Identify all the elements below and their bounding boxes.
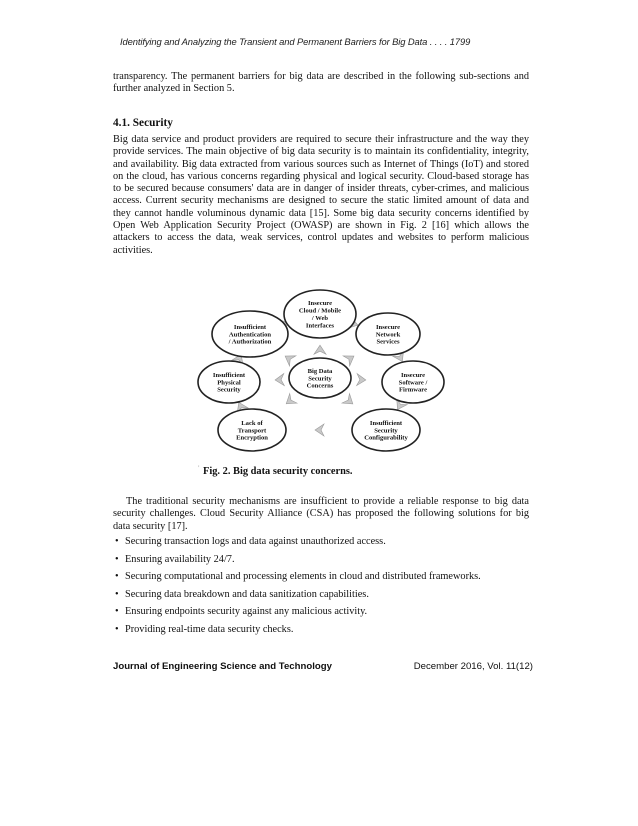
paragraph-security: Big data service and product providers are required to secure their infrastructure and the way they provide services. The main objective of big data security is to maintain its confidentiality, integrity, and availability. Big data extracted from various sources such as Internet of Things (IoT) and stored on the cloud, has various concerns regarding physical and logical security. Cloud-based storage has to be secured because consumers' data are in danger of insider threats, cyber-crimes, and malicious access. Current security mechanisms are designed to secure the static limited amount of data and they cannot handle voluminous dynamic data [15]. Some big data security concerns identified by Open Web Application Security Project (OWASP) are shown in Fig. 2 [16] which allows the attackers to access the data, weak services, control updates and websites to perform malicious activities. (113, 134, 529, 256)
concern-node-label: Configurability (364, 434, 408, 442)
concern-node-label: Security (217, 386, 241, 394)
outward-arrow-icon (275, 374, 285, 386)
center-node-label: Concerns (306, 382, 334, 390)
concern-node-label: Security (374, 427, 398, 435)
paragraph-intro: transparency. The permanent barriers for big data are described in the following sub-sections and further analyzed in Section 5. (113, 71, 529, 95)
concern-node-label: / Authorization (228, 338, 272, 346)
solution-item (113, 606, 529, 618)
bullet-icon: • (115, 571, 119, 583)
solution-item (113, 624, 529, 636)
concern-node-label: Transport (237, 427, 267, 435)
concern-node-label: Insecure (307, 300, 333, 308)
center-node-label: Big Data (307, 367, 333, 375)
paragraph-csa: The traditional security mechanisms are insufficient to provide a reliable response to big data security challenges. Cloud Security Alliance (CSA) has proposed the following solutions for big data security [17]. (113, 496, 529, 532)
solution-item (113, 536, 529, 548)
section-heading: 4.1. Security (113, 117, 173, 129)
concern-node-label: Software / (398, 379, 428, 387)
solution-item (113, 589, 529, 601)
center-node-label: Security (308, 375, 332, 383)
security-concerns-diagram (170, 288, 470, 466)
concern-node (352, 409, 420, 451)
solution-item (113, 571, 529, 583)
concern-node-label: / Web (311, 315, 329, 322)
footer-journal: Journal of Engineering Science and Technology (113, 661, 332, 672)
concern-node-label: Authentication (228, 331, 272, 339)
concern-node (382, 361, 444, 403)
outward-arrow-icon (283, 394, 297, 409)
solution-text: Providing real-time data security checks. (125, 623, 294, 635)
concern-node (212, 311, 288, 357)
solution-text: Ensuring endpoints security against any malicious activity. (125, 606, 368, 618)
outward-arrow-icon (282, 351, 296, 366)
outward-arrow-icon (357, 374, 367, 386)
page-footer (113, 661, 533, 672)
concern-node-label: Lack of (241, 419, 263, 427)
outward-arrow-icon (314, 345, 326, 354)
outward-arrow-icon (342, 394, 356, 409)
solution-item (113, 554, 529, 566)
concern-node-label: Interfaces (305, 322, 335, 330)
solution-text: Securing transaction logs and data against unauthorized access. (125, 536, 386, 547)
concern-node-label: Insufficient (369, 419, 403, 427)
outward-arrow-icon (343, 351, 357, 366)
concern-node-label: Physical (217, 379, 241, 387)
concern-node (198, 361, 260, 403)
ring-arrow-icon (315, 424, 324, 436)
figure-mark: , (198, 462, 200, 468)
solution-text: Ensuring availability 24/7. (125, 553, 235, 565)
bullet-icon: • (115, 553, 119, 565)
concern-node-label: Firmware (398, 386, 428, 394)
solution-text: Securing data breakdown and data sanitization capabilities. (125, 588, 369, 600)
footer-issue: December 2016, Vol. 11(12) (413, 661, 533, 672)
concern-node-label: Network (375, 331, 401, 339)
bullet-icon: • (115, 606, 119, 618)
running-head: Identifying and Analyzing the Transient and Permanent Barriers for Big Data . . . . 1799 (120, 36, 471, 47)
concern-node-label: Insufficient (233, 323, 267, 331)
concern-node-label: Services (376, 338, 400, 346)
bullet-icon: • (115, 588, 119, 600)
concern-node-label: Encryption (236, 434, 268, 442)
concern-node-label: Insecure (400, 371, 426, 379)
concern-node-label: Insufficient (212, 371, 246, 379)
bullet-icon: • (115, 536, 119, 547)
concern-node-label: Insecure (375, 323, 401, 331)
figure-caption: Fig. 2. Big data security concerns. (203, 466, 353, 477)
concern-node (356, 313, 420, 355)
center-node (289, 358, 351, 398)
concern-node (218, 409, 286, 451)
concern-node-label: Cloud / Mobile (298, 307, 342, 315)
solution-text: Securing computational and processing elements in cloud and distributed frameworks. (125, 571, 481, 583)
bullet-icon: • (115, 623, 119, 635)
solutions-list (113, 536, 529, 642)
concern-node (284, 290, 356, 338)
